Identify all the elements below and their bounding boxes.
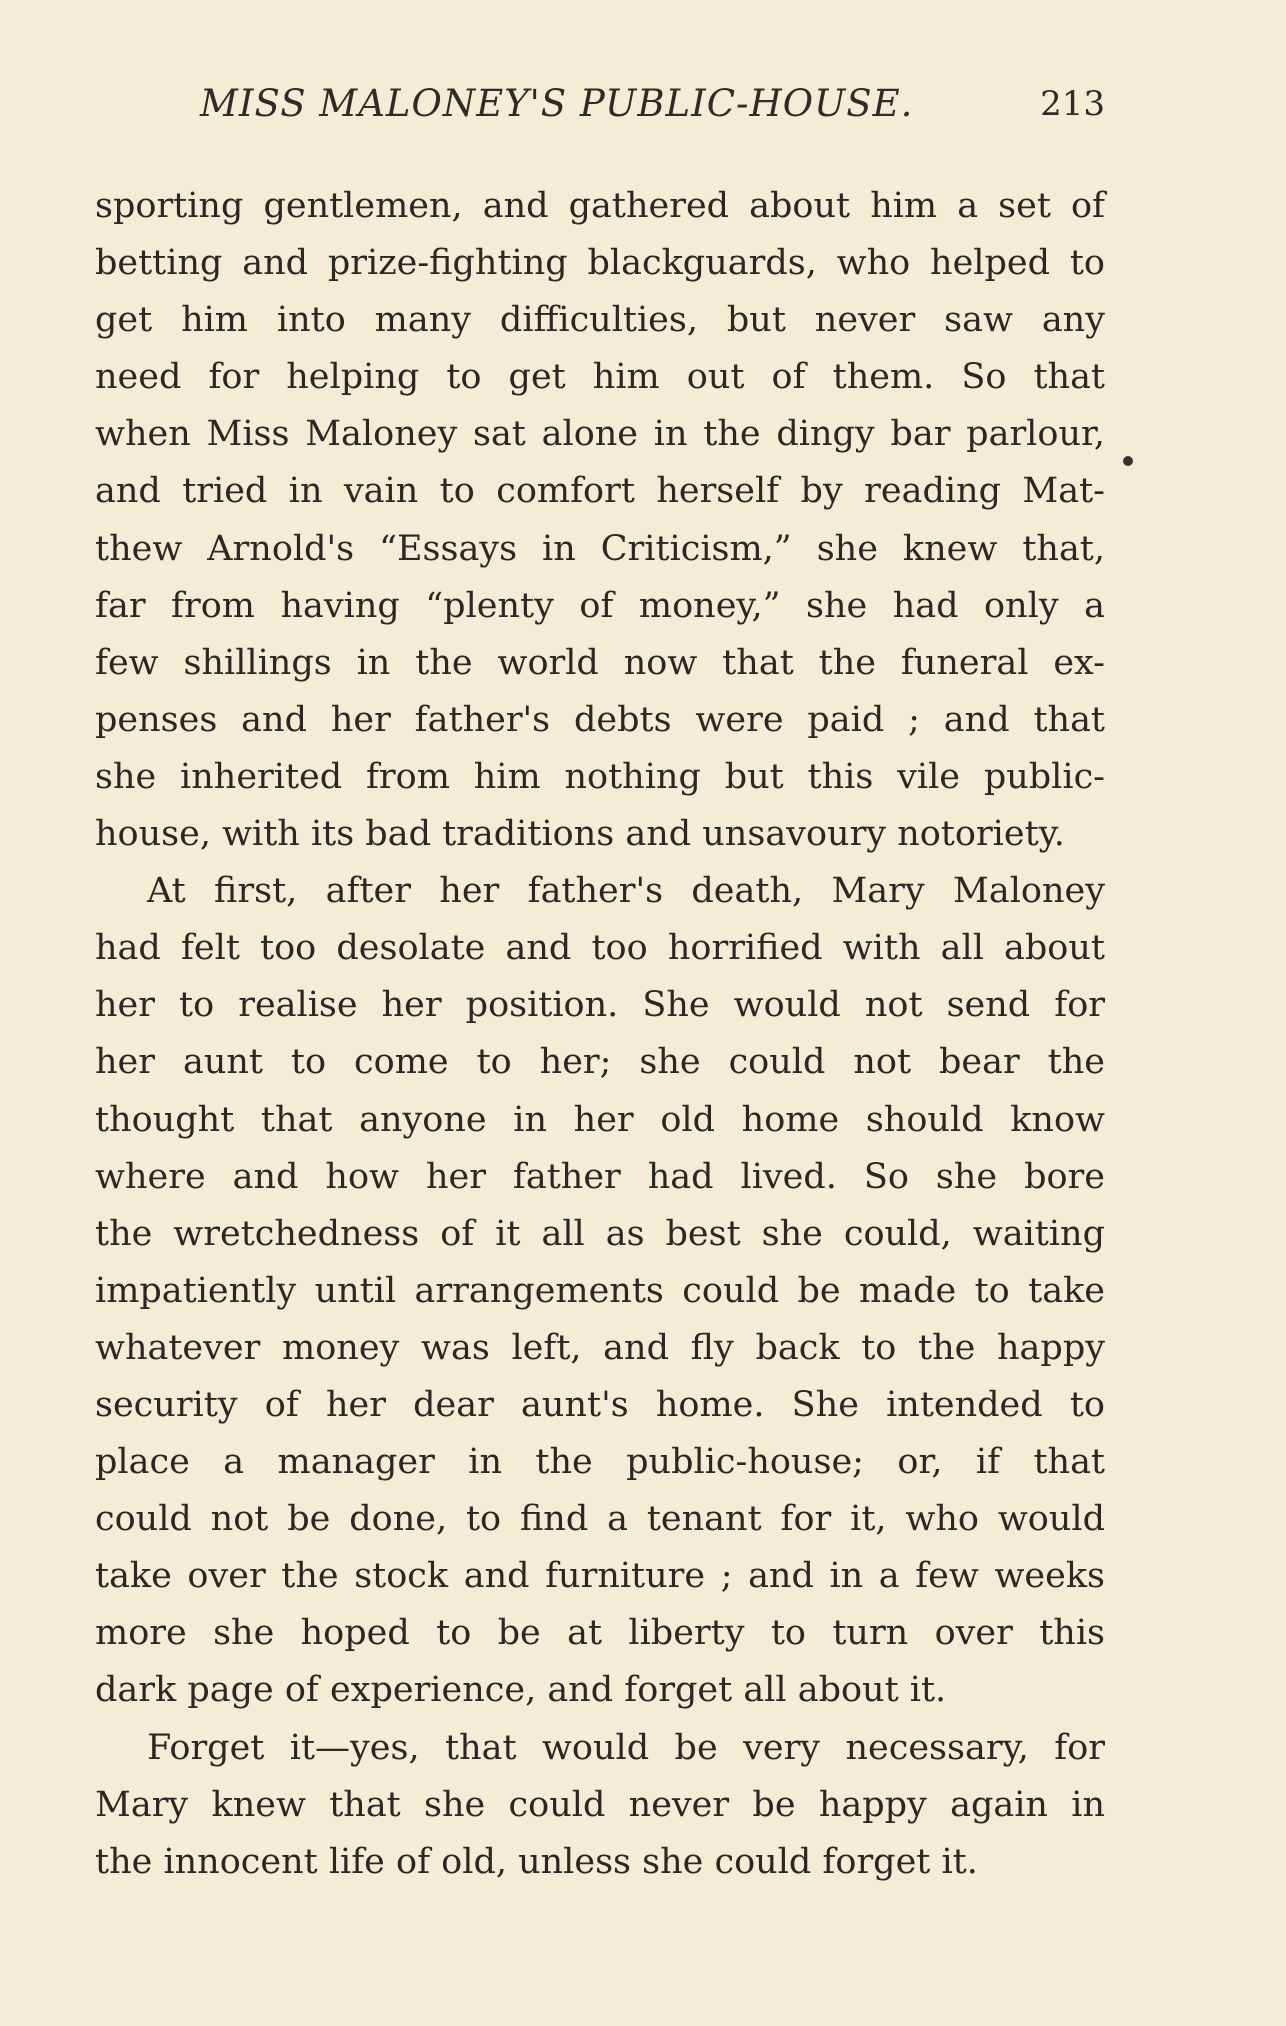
- text-line: had felt too desolate and too horrified with all about: [95, 928, 1105, 969]
- text-line: At first, after her father's death, Mary Maloney: [147, 871, 1105, 912]
- running-title: MISS MALONEY'S PUBLIC-HOUSE.: [200, 82, 914, 125]
- text-line: where and how her father had lived. So she bore: [95, 1156, 1105, 1197]
- text-line: more she hoped to be at liberty to turn over this: [95, 1613, 1105, 1654]
- text-line: Forget it—yes, that would be very necessary, for: [147, 1727, 1105, 1768]
- text-line: her to realise her position. She would not send for: [95, 985, 1105, 1026]
- text-line: penses and her father's debts were paid ; and that: [95, 699, 1105, 740]
- text-line: her aunt to come to her; she could not bear the: [95, 1042, 1105, 1083]
- text-line: sporting gentlemen, and gathered about him a set of: [95, 186, 1105, 226]
- text-line: far from having “plenty of money,” she had only a: [95, 585, 1105, 626]
- text-line: could not be done, to find a tenant for it, who would: [95, 1499, 1105, 1540]
- text-line: place a manager in the public-house; or, if that: [95, 1442, 1105, 1483]
- body-text: [95, 178, 1105, 1891]
- text-line: betting and prize-fighting blackguards, who helped to: [95, 243, 1105, 284]
- text-line: thought that anyone in her old home should know: [95, 1099, 1105, 1140]
- text-line: the innocent life of old, unless she could forget it.: [95, 1841, 978, 1882]
- text-line: dark page of experience, and forget all about it.: [95, 1670, 947, 1711]
- text-line: whatever money was left, and fly back to the happy: [95, 1327, 1105, 1368]
- text-line: house, with its bad traditions and unsavoury notoriety.: [95, 814, 1065, 855]
- text-line: get him into many difficulties, but never saw any: [95, 300, 1105, 341]
- text-line: when Miss Maloney sat alone in the dingy bar parlour,: [95, 414, 1105, 455]
- text-line: security of her dear aunt's home. She intended to: [95, 1384, 1105, 1425]
- page-number: 213: [1040, 84, 1105, 124]
- text-line: need for helping to get him out of them. So that: [95, 357, 1105, 398]
- text-line: she inherited from him nothing but this vile public-: [95, 756, 1105, 797]
- text-line: few shillings in the world now that the funeral ex-: [95, 642, 1105, 683]
- margin-ink-mark: [1123, 456, 1133, 466]
- text-line: and tried in vain to comfort herself by reading Mat-: [95, 471, 1105, 512]
- text-line: impatiently until arrangements could be made to take: [95, 1270, 1105, 1311]
- page-header: [95, 82, 1105, 132]
- text-line: the wretchedness of it all as best she could, waiting: [95, 1213, 1105, 1254]
- text-line: thew Arnold's “Essays in Criticism,” she knew that,: [95, 528, 1105, 569]
- text-line: take over the stock and furniture ; and in a few weeks: [95, 1556, 1105, 1597]
- text-line: Mary knew that she could never be happy again in: [95, 1784, 1105, 1825]
